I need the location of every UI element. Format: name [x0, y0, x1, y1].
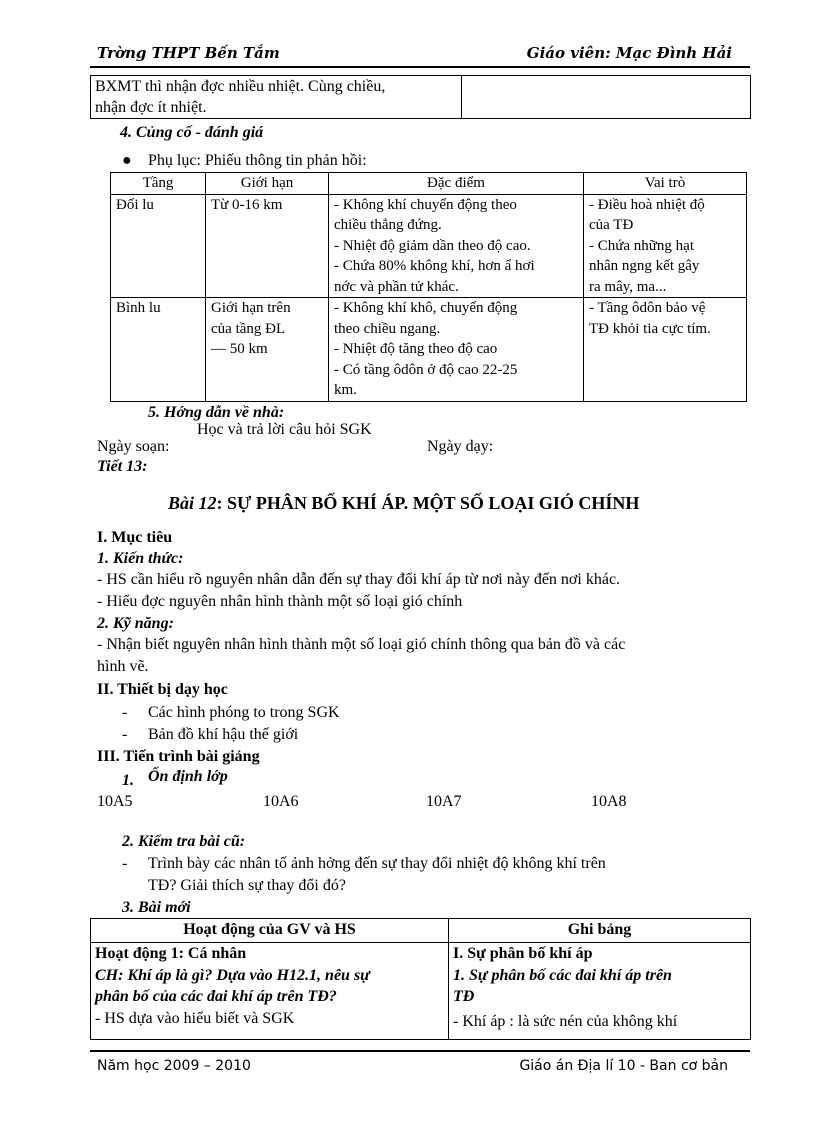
activity-right-text: - Khí áp : là sức nén của không khí [453, 1012, 678, 1030]
knowledge-line: - HS cần hiểu rõ nguyên nhân dẫn đến sự thay đổi khí áp từ nơi này đến nơi khác. [97, 571, 621, 588]
layer-limit [206, 298, 329, 402]
top-table-empty-cell [462, 76, 751, 119]
layer-table-header: Đặc điểm [329, 173, 584, 195]
step1-title: Ổn định lớp [148, 768, 228, 785]
top-table-line: BXMT thì nhận đợc nhiều nhiệt. Cùng chiều, [95, 78, 386, 95]
cell-line: chiều thẳng đứng. [334, 217, 442, 233]
cell-line: km. [334, 382, 357, 398]
review-question-line: Trình bày các nhân tố ảnh hởng đến sự thay đổi nhiệt độ không khí trên [148, 855, 606, 872]
activity-left-answer: - HS dựa vào hiểu biết và SGK [95, 1009, 295, 1027]
activity-right-subtitle: 1. Sự phân bố các đai khí áp trên [453, 966, 672, 984]
layer-limit [206, 194, 329, 298]
footer-year: Năm học 2009 – 2010 [97, 1058, 251, 1074]
review-question-line: TĐ? Giải thích sự thay đổi đó? [148, 877, 346, 894]
layer-features [329, 298, 584, 402]
cell-line: của TĐ [589, 217, 634, 233]
activity-table [90, 918, 751, 1040]
skills-line: hình vẽ. [97, 658, 149, 675]
equipment-item: Bản đồ khí hậu thế giới [148, 726, 299, 743]
dash-icon: - [122, 855, 128, 872]
cell-line: Từ 0-16 km [211, 196, 283, 213]
homework-text: Học và trả lời câu hỏi SGK [197, 421, 372, 438]
dash-icon: - [122, 726, 128, 743]
step3-title: 3. Bài mới [122, 899, 191, 916]
appendix-label: Phụ lục: Phiếu thông tin phản hồi: [148, 152, 367, 169]
activity-right-cell [449, 943, 751, 1040]
class-label: 10A7 [426, 793, 462, 810]
cell-line: nhân ngng kết gây [589, 258, 700, 274]
knowledge-line: - Hiểu đợc nguyên nhân hình thành một số loại gió chính [97, 593, 463, 610]
layer-table-header: Giới hạn [206, 173, 329, 195]
cell-line: ra mây, ma... [589, 278, 667, 295]
cell-line: - Không khí chuyển động theo [334, 196, 517, 213]
activity-left-question: phân bố của các đai khí áp trên TĐ? [95, 988, 337, 1006]
lesson-label: Bài 12 [168, 493, 217, 513]
period-label: Tiết 13: [97, 458, 148, 475]
footer-rule [90, 1050, 750, 1052]
step1-num: 1. [122, 772, 134, 789]
footer-subject: Giáo án Địa lí 10 - Ban cơ bản [519, 1058, 728, 1074]
class-label: 10A8 [591, 793, 627, 810]
activity-left-title: Hoạt động 1: Cá nhân [95, 945, 247, 963]
cell-line: - Chứa những hạt [589, 237, 694, 254]
table-row [111, 298, 747, 402]
bullet-icon: ● [122, 152, 132, 169]
activity-left-question: CH: Khí áp là gì? Dựa vào H12.1, nêu sự [95, 966, 370, 984]
cell-line: - Điều hoà nhiệt độ [589, 196, 705, 213]
part3-title: III. Tiến trình bài giảng [97, 748, 260, 765]
cell-line: - Không khí khô, chuyển động [334, 300, 518, 316]
skills-line: - Nhận biết nguyên nhân hình thành một số loại gió chính thông qua bản đồ và các [97, 636, 626, 653]
teach-date-label: Ngày dạy: [427, 438, 494, 455]
cell-line: - Có tầng ôdôn ở độ cao 22-25 [334, 361, 518, 378]
header-school: Trờng THPT Bến Tắm [97, 44, 280, 62]
top-table-cell [91, 76, 462, 119]
part2-title: II. Thiết bị dạy học [97, 681, 228, 698]
activity-left-cell [91, 943, 449, 1040]
lesson-name: : SỰ PHÂN BỐ KHÍ ÁP. MỘT SỐ LOẠI GIÓ CHÍNH [216, 493, 640, 513]
cell-line: Giới hạn trên [211, 300, 291, 316]
class-label: 10A6 [263, 793, 299, 810]
cell-line: theo chiều ngang. [334, 320, 441, 337]
dash-icon: - [122, 704, 128, 721]
activity-right-subtitle: TĐ [453, 988, 475, 1006]
cell-line: của tầng ĐL [211, 320, 286, 337]
top-table-line: nhận đợc ít nhiệt. [95, 99, 207, 116]
layer-table-header: Tầng [111, 173, 206, 195]
cell-line: - Nhiệt độ giảm dần theo độ cao. [334, 237, 531, 254]
prep-date-label: Ngày soạn: [97, 438, 170, 455]
cell-line: TĐ khỏi tia cực tím. [589, 320, 711, 337]
layer-roles [584, 298, 747, 402]
activity-table-header: Ghi bảng [449, 919, 751, 943]
activity-right-title: I. Sự phân bố khí áp [453, 945, 593, 963]
cell-line: — 50 km [211, 341, 268, 357]
table-row [91, 943, 751, 1040]
header-teacher: Giáo viên: Mạc Đình Hải [526, 44, 732, 62]
table-row [111, 194, 747, 298]
layer-features [329, 194, 584, 298]
cell-line: - Nhiệt độ tăng theo độ cao [334, 341, 498, 357]
section4-title: 4. Củng cố - đánh giá [120, 124, 264, 141]
layer-name: Bình lu [111, 298, 206, 402]
equipment-item: Các hình phóng to trong SGK [148, 704, 340, 721]
cell-line: - Chứa 80% không khí, hơn ẩ hơi [334, 258, 535, 274]
class-label: 10A5 [97, 793, 133, 810]
knowledge-title: 1. Kiến thức: [97, 550, 184, 567]
header-rule [90, 66, 750, 68]
section5-title: 5. Hớng dẫn về nhà: [148, 404, 285, 421]
step2-title: 2. Kiểm tra bài cũ: [122, 833, 246, 850]
lesson-title [168, 493, 639, 514]
layer-name: Đối lu [111, 194, 206, 298]
layer-table [110, 172, 747, 402]
cell-line: nớc và phần tử khác. [334, 278, 459, 295]
layer-table-header: Vai trò [584, 173, 747, 195]
top-table [90, 75, 751, 119]
part1-title: I. Mục tiêu [97, 529, 173, 546]
skills-title: 2. Kỹ năng: [97, 615, 174, 632]
cell-line: - Tầng ôdôn bảo vệ [589, 300, 706, 316]
activity-table-header: Hoạt động của GV và HS [91, 919, 449, 943]
layer-roles [584, 194, 747, 298]
